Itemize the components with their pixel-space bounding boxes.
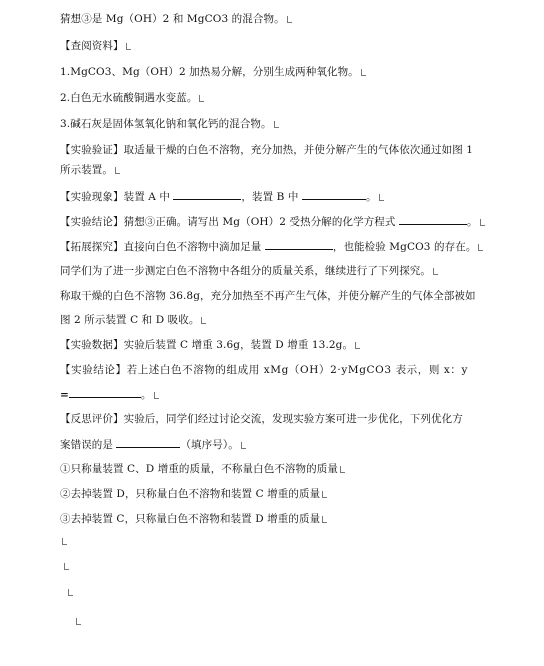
answer-blank-option[interactable] — [116, 437, 180, 448]
option-1-text: ①只称量装置 C、D 增重的质量，不称量白色不溶物的质量 — [60, 463, 338, 475]
paragraph-mark-icon — [433, 268, 438, 275]
reflection-text-end: （填序号）。 — [180, 439, 239, 451]
reference-item-1 — [60, 65, 500, 79]
option-3-text: ③去掉装置 C，只称量白色不溶物和装置 D 增重的质量 — [60, 513, 321, 525]
procedure-line-2 — [60, 313, 500, 327]
ratio-text-end: 。 — [140, 389, 152, 401]
paragraph-mark-icon — [201, 317, 206, 324]
paragraph-mark-icon — [64, 563, 69, 570]
phenomenon-text-a: 【实验现象】装置 A 中 — [60, 191, 170, 203]
paragraph-mark-icon — [241, 442, 246, 449]
phenomenon-text-end: 。 — [365, 191, 377, 203]
reflection-line-2 — [60, 437, 500, 452]
procedure-text-cont: 图 2 所示装置 C 和 D 吸收。 — [60, 314, 200, 326]
ratio-conclusion-text: 【实验结论】若上述白色不溶物的组成用 xMg（OH）2·yMgCO3 表示，则 x：y — [60, 364, 469, 376]
answer-blank-reagent[interactable] — [265, 239, 333, 250]
experiment-data — [60, 338, 500, 352]
paragraph-mark-icon — [480, 219, 485, 226]
option-1 — [60, 462, 500, 476]
ratio-conclusion-line-1 — [60, 363, 500, 377]
paragraph-mark-icon — [361, 69, 366, 76]
experiment-data-text: 【实验数据】实验后装置 C 增重 3.6g，装置 D 增重 13.2g。 — [60, 339, 354, 351]
paragraph-mark-icon — [68, 589, 73, 596]
option-2 — [60, 487, 500, 501]
conclusion-text-end: 。 — [466, 216, 478, 228]
experiment-phenomenon — [60, 189, 500, 204]
option-2-text: ②去掉装置 D，只称量白色不溶物和装置 C 增重的质量 — [60, 488, 321, 500]
reference-item-2-text: 2.白色无水硫酸铜遇水变蓝。 — [60, 92, 198, 104]
ratio-equals-sign: = — [60, 389, 69, 401]
experiment-conclusion — [60, 214, 500, 229]
paragraph-mark-icon — [322, 516, 327, 523]
option-3 — [60, 512, 500, 526]
further-inquiry-intro — [60, 264, 500, 278]
paragraph-mark-icon — [199, 95, 204, 102]
hypothesis-3 — [60, 12, 500, 26]
experiment-verification-line-2 — [60, 163, 500, 177]
paragraph-mark-icon — [379, 194, 384, 201]
extension-inquiry — [60, 239, 500, 254]
references-heading-text: 【查阅资料】 — [60, 40, 124, 52]
experiment-verification-text-cont: 所示装置。 — [60, 164, 113, 176]
reference-item-2 — [60, 91, 500, 105]
reference-item-1-text: 1.MgCO3、Mg（OH）2 加热易分解，分别生成两种氧化物。 — [60, 66, 359, 78]
further-inquiry-text: 同学们为了进一步测定白色不溶物中各组分的质量关系，继续进行了下列探究。 — [60, 265, 431, 277]
paragraph-mark-icon — [154, 392, 159, 399]
paragraph-mark-icon — [62, 538, 67, 545]
procedure-line-1 — [60, 289, 500, 303]
extension-text-b: ，也能检验 MgCO3 的存在。 — [332, 241, 477, 253]
section-heading-references — [60, 39, 500, 53]
reflection-line-1 — [60, 412, 500, 426]
paragraph-mark-icon — [274, 121, 279, 128]
paragraph-mark-icon — [115, 167, 120, 174]
experiment-verification-text: 【实验验证】取适量干燥的白色不溶物，充分加热，并使分解产生的气体依次通过如图 1 — [60, 144, 474, 156]
conclusion-text: 【实验结论】猜想③正确。请写出 Mg（OH）2 受热分解的化学方程式 — [60, 216, 396, 228]
paragraph-mark-icon — [126, 43, 131, 50]
answer-blank-device-a[interactable] — [173, 189, 241, 200]
paragraph-mark-icon — [355, 342, 360, 349]
paragraph-mark-icon — [340, 466, 345, 473]
phenomenon-text-b: ，装置 B 中 — [241, 191, 299, 203]
experiment-verification-line-1 — [60, 143, 500, 157]
paragraph-mark-icon — [478, 244, 483, 251]
reflection-text-b: 案错误的是 — [60, 439, 113, 451]
answer-blank-equation[interactable] — [399, 214, 467, 225]
paragraph-mark-icon — [322, 491, 327, 498]
reference-item-3 — [60, 117, 500, 131]
hypothesis-3-text: 猜想③是 Mg（OH）2 和 MgCO3 的混合物。 — [60, 13, 285, 25]
paragraph-mark-icon — [76, 618, 81, 625]
answer-blank-ratio[interactable] — [69, 387, 141, 398]
ratio-conclusion-line-2 — [60, 387, 500, 402]
reflection-text: 【反思评价】实验后，同学们经过讨论交流，发现实验方案可进一步优化，下列优化方 — [60, 413, 463, 425]
reference-item-3-text: 3.碱石灰是固体氢氧化钠和氧化钙的混合物。 — [60, 118, 272, 130]
extension-text-a: 【拓展探究】直接向白色不溶物中滴加足量 — [60, 241, 262, 253]
answer-blank-device-b[interactable] — [302, 189, 366, 200]
paragraph-mark-icon — [287, 16, 292, 23]
procedure-text: 称取干燥的白色不溶物 36.8g，充分加热至不再产生气体，并使分解产生的气体全部被如 — [60, 290, 476, 302]
